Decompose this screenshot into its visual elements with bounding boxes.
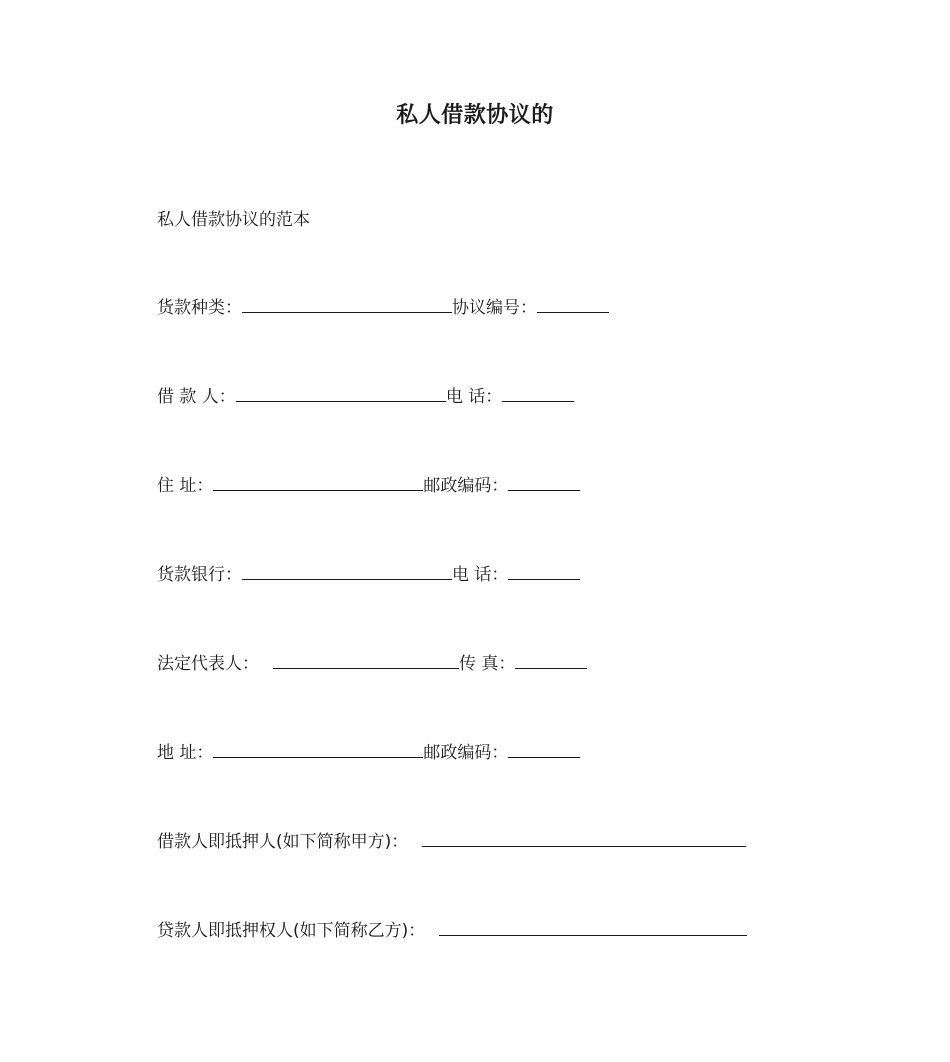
document-title: 私人借款协议的 [396, 103, 554, 128]
loan-type-row [157, 294, 609, 320]
borrower-phone-blank[interactable] [502, 383, 574, 402]
lending-bank-blank[interactable] [242, 561, 452, 580]
address-label: 住 址： [157, 476, 214, 496]
party-b-blank[interactable] [439, 917, 747, 936]
legal-rep-label: 法定代表人： [157, 654, 259, 674]
address-blank[interactable] [213, 472, 423, 491]
agreement-no-label: 协议编号： [452, 298, 537, 318]
legal-rep-blank[interactable] [273, 650, 459, 669]
loan-type-label: 货款种类： [157, 298, 242, 318]
bank-postcode-label: 邮政编码： [423, 743, 509, 763]
lending-bank-label: 货款银行： [157, 565, 242, 585]
party-b-row [157, 917, 747, 943]
bank-address-blank[interactable] [213, 739, 423, 758]
party-a-row [157, 828, 746, 854]
loan-type-blank[interactable] [242, 294, 452, 313]
party-a-label: 借款人即抵押人(如下简称甲方)： [157, 832, 409, 852]
bank-address-row [157, 739, 580, 765]
borrower-phone-label: 电 话： [445, 387, 503, 407]
fax-label: 传 真： [459, 654, 516, 674]
bank-phone-label: 电 话： [452, 565, 509, 585]
lending-bank-row [157, 561, 580, 587]
bank-address-label: 地 址： [157, 743, 214, 763]
agreement-no-blank[interactable] [537, 294, 609, 313]
address-postcode-label: 邮政编码： [423, 476, 509, 496]
fax-blank[interactable] [515, 650, 587, 669]
document-subtitle: 私人借款协议的范本 [157, 210, 310, 230]
address-row [157, 472, 580, 498]
party-a-blank[interactable] [422, 828, 746, 847]
address-postcode-blank[interactable] [508, 472, 580, 491]
borrower-row [157, 383, 574, 409]
party-b-label: 贷款人即抵押权人(如下简称乙方)： [157, 921, 426, 941]
borrower-blank[interactable] [236, 383, 446, 402]
bank-phone-blank[interactable] [508, 561, 580, 580]
borrower-label: 借 款 人： [157, 387, 236, 407]
bank-postcode-blank[interactable] [508, 739, 580, 758]
legal-rep-row [157, 650, 587, 676]
